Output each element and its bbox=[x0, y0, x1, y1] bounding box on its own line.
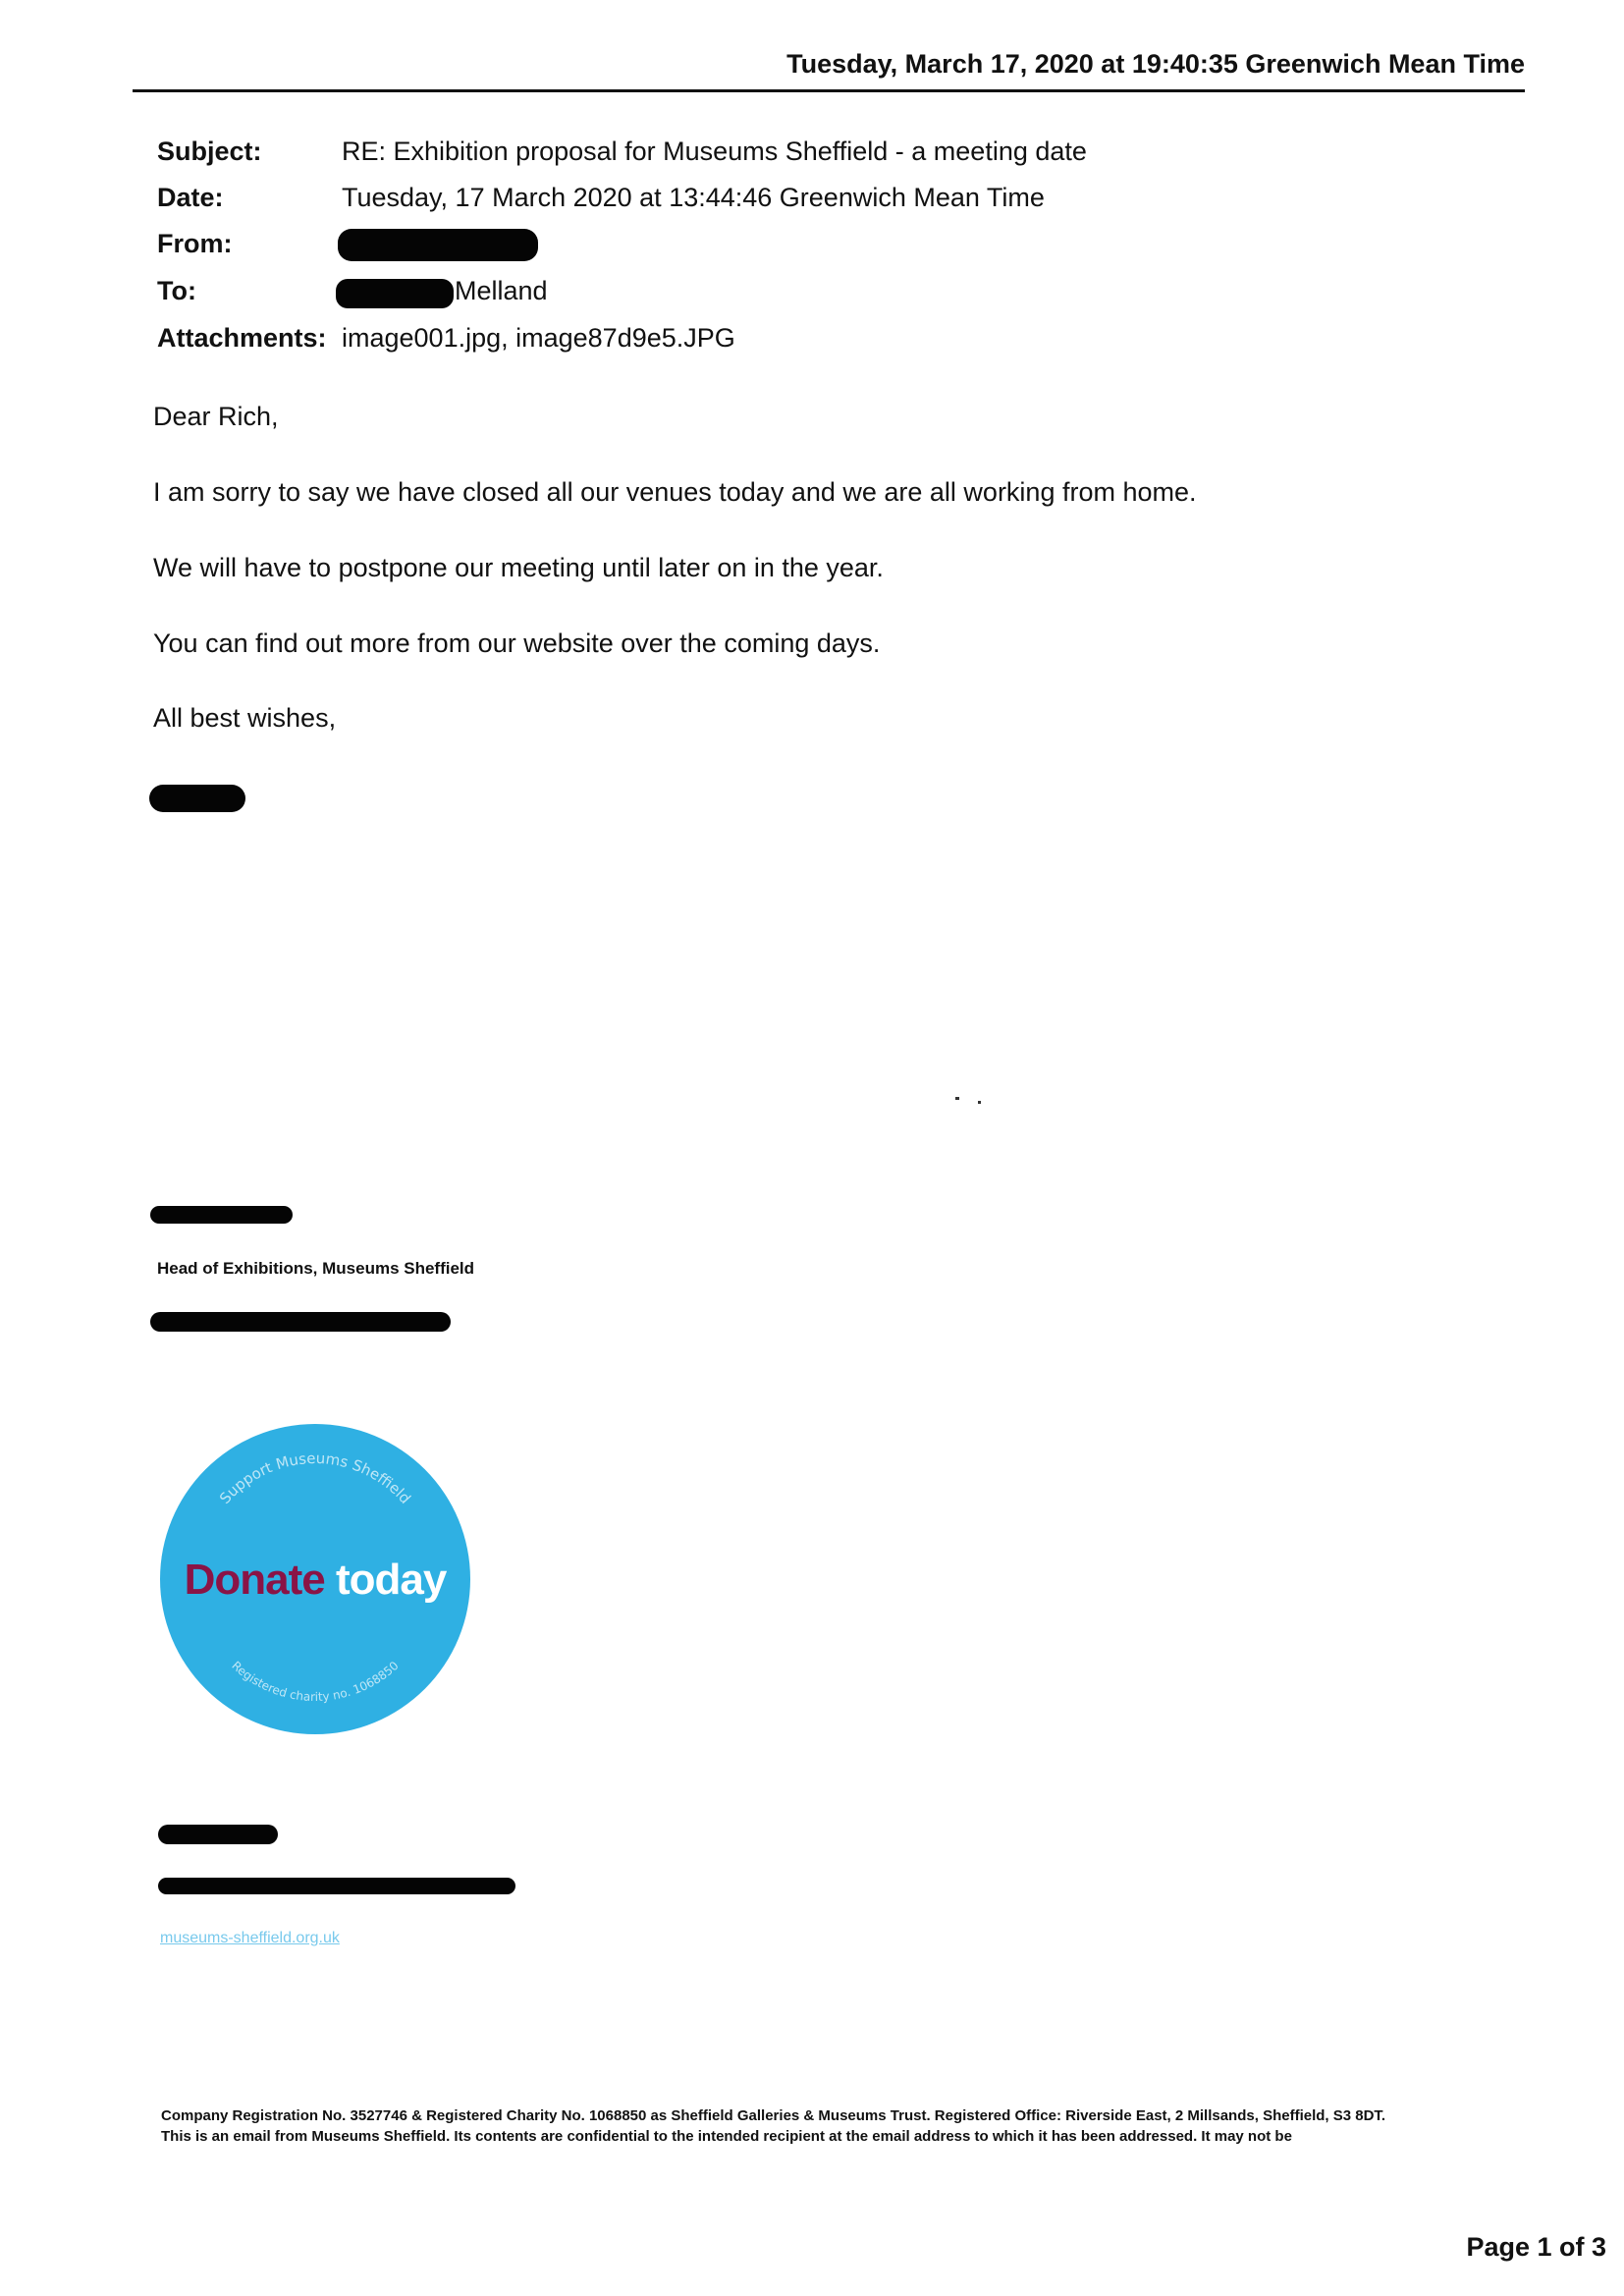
confidentiality-notice: This is an email from Museums Sheffield. Its contents are confidential to the intended recipient at the email address to which it has been addressed. It may not be bbox=[161, 2128, 1292, 2145]
page-number: Page 1 of 3 bbox=[1466, 2232, 1606, 2262]
date-label: Date: bbox=[157, 183, 224, 212]
to-value: Melland bbox=[455, 276, 548, 305]
paragraph-3: You can find out more from our website over the coming days. bbox=[153, 629, 881, 658]
contact-details-redaction bbox=[158, 1878, 515, 1894]
paragraph-2: We will have to postpone our meeting until later on in the year. bbox=[153, 553, 884, 582]
donate-today-badge[interactable] bbox=[160, 1424, 470, 1734]
signature-contact-redaction bbox=[150, 1312, 451, 1332]
signature-title: Head of Exhibitions, Museums Sheffield bbox=[157, 1259, 475, 1278]
header-divider bbox=[133, 89, 1525, 92]
donate-today-label bbox=[160, 1556, 470, 1605]
print-timestamp: Tuesday, March 17, 2020 at 19:40:35 Greenwich Mean Time bbox=[786, 49, 1525, 79]
registration-notice: Company Registration No. 3527746 & Registered Charity No. 1068850 as Sheffield Galleries & Museums Trust. Registered Office: Riverside East, 2 Millsands, Sheffield, S3 8DT. bbox=[161, 2107, 1386, 2124]
attachments-label: Attachments: bbox=[157, 323, 327, 353]
paragraph-1: I am sorry to say we have closed all our venues today and we are all working from home. bbox=[153, 477, 1197, 507]
subject-value: RE: Exhibition proposal for Museums Sheffield - a meeting date bbox=[342, 137, 1087, 166]
from-label: From: bbox=[157, 229, 233, 258]
website-link[interactable]: museums-sheffield.org.uk bbox=[160, 1930, 340, 1946]
from-redaction bbox=[338, 229, 538, 261]
greeting: Dear Rich, bbox=[153, 402, 279, 431]
subject-label: Subject: bbox=[157, 137, 262, 166]
contact-name-redaction bbox=[158, 1825, 278, 1844]
signature-name-redaction bbox=[150, 1206, 293, 1224]
legal-footer bbox=[161, 2107, 1536, 2149]
ring-top-text: Support Museums Sheffield bbox=[216, 1449, 414, 1507]
attachments-value: image001.jpg, image87d9e5.JPG bbox=[342, 323, 735, 353]
date-value: Tuesday, 17 March 2020 at 13:44:46 Greenwich Mean Time bbox=[342, 183, 1045, 212]
closing: All best wishes, bbox=[153, 703, 337, 733]
donate-word: Donate bbox=[184, 1556, 325, 1604]
scan-speck bbox=[955, 1097, 959, 1100]
scan-speck bbox=[978, 1101, 981, 1104]
to-label: To: bbox=[157, 276, 196, 305]
to-redaction bbox=[336, 279, 454, 308]
sender-name-redaction bbox=[149, 785, 245, 812]
today-word: today bbox=[336, 1556, 447, 1604]
ring-bottom-text: Registered charity no. 1068850 bbox=[229, 1658, 402, 1704]
